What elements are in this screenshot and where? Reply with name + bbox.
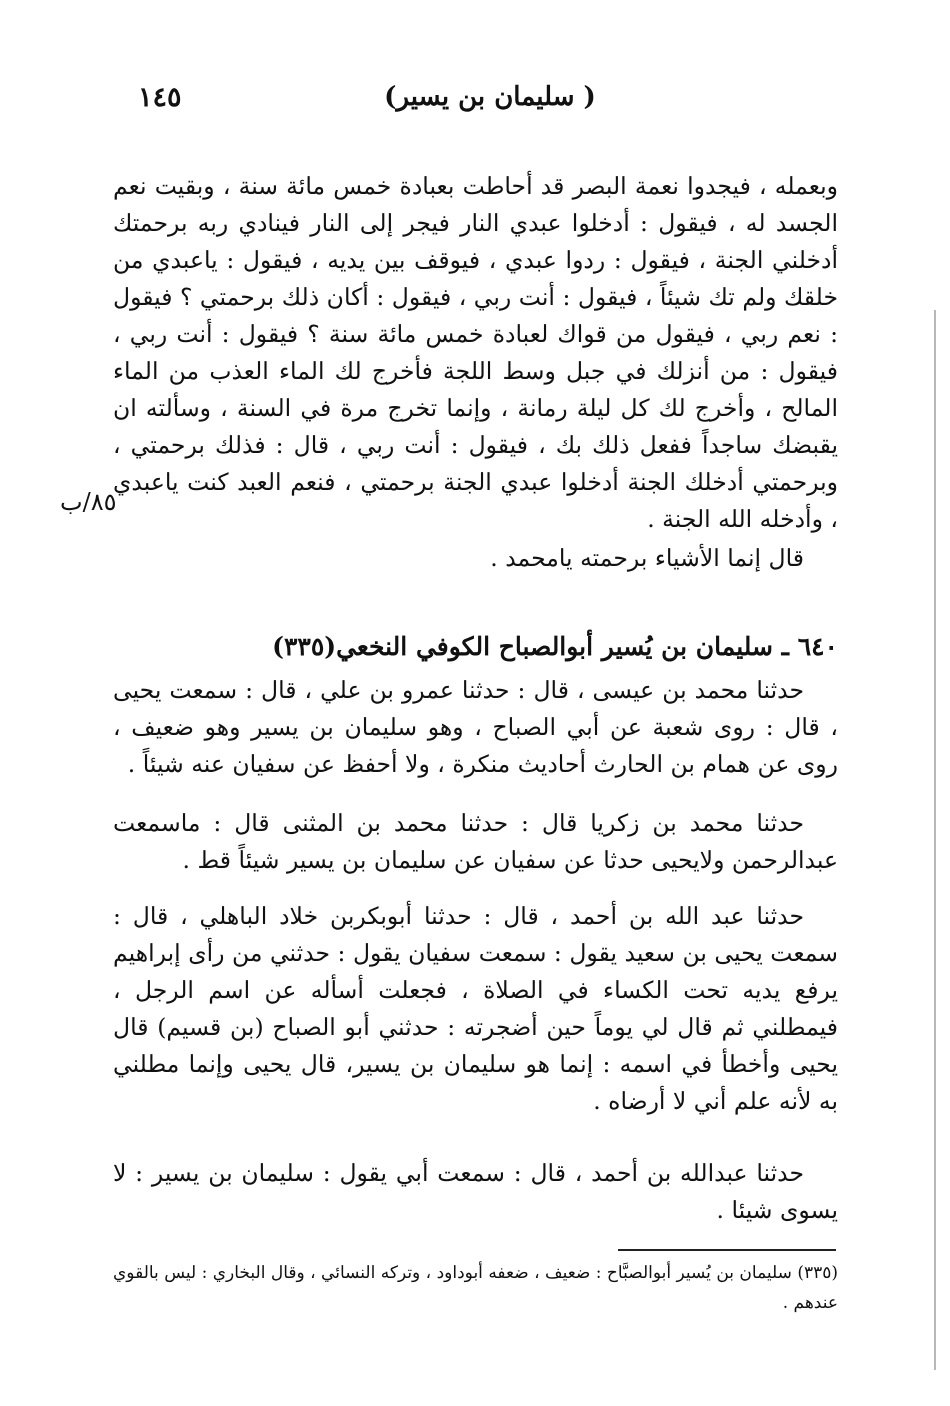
running-title: ( سليمان بن يسير) xyxy=(384,82,596,112)
paragraph-narration-2 xyxy=(113,805,838,879)
page-header xyxy=(130,82,850,122)
paragraph-text: حدثنا عبد الله بن أحمد ، قال : حدثنا أبوبكربن خلاد الباهلي ، قال : سمعت يحيى بن سعيد يقول : سمعت سفيان يقول : حدثني من رأى إبراهيم يرفع يديه تحت الكساء في الصلاة ، فجعلت أسأله عن اسم الرجل ، فيمطلني ثم قال لي يوماً حين أضجرته : حدثني أبو الصباح (بن قسيم) قال يحيى وأخطأ في اسمه : إنما هو سليمان بن يسير، قال يحيى وإنما مطلني به لأنه علم أني لا أرضاه . xyxy=(113,902,838,1115)
paragraph-text: حدثنا محمد بن عيسى ، قال : حدثنا عمرو بن علي ، قال : سمعت يحيى ، قال : روى شعبة عن أبي الصباح ، وهو سليمان بن يسير وهو ضعيف ، روى عن همام بن الحارث أحاديث منكرة ، ولا أحفظ عن سفيان عنه شيئاً . xyxy=(113,676,838,778)
footnote-divider xyxy=(618,1249,836,1251)
paragraph-text: حدثنا محمد بن زكريا قال : حدثنا محمد بن المثنى قال : ماسمعت عبدالرحمن ولايحيى حدثا عن سفيان عن سليمان بن يسير شيئاً قط . xyxy=(113,809,838,874)
scan-edge-line xyxy=(934,310,936,1370)
paragraph-text: وبعمله ، فيجدوا نعمة البصر قد أحاطت بعبادة خمس مائة سنة ، وبقيت نعم الجسد له ، فيقول : أدخلوا عبدي النار فيجر إلى النار فينادي ربه برحمتك أدخلني الجنة ، فيقول : ردوا عبدي ، فيوقف بين يديه ، فيقول : ياعبدي من خلقك ولم تك شيئاً ، فيقول : أنت ربي ، فيقول : أكان ذلك برحمتي ؟ فيقول : نعم ربي ، فيقول من قواك لعبادة خمس مائة سنة ؟ فيقول : أنت ربي ، فيقول : من أنزلك في جبل وسط اللجة فأخرج لك الماء العذب من الماء المالح ، وأخرج لك كل ليلة رمانة ، وإنما تخرج مرة في السنة ، وسألته ان يقبضك ساجداً ففعل ذلك بك ، فيقول : أنت ربي ، قال : فذلك برحمتي ، وبرحمتي أدخلك الجنة أدخلوا عبدي الجنة برحمتي ، فنعم العبد كنت ياعبدي ، وأدخله الله الجنة . xyxy=(113,172,838,533)
footnote xyxy=(113,1258,838,1318)
manuscript-folio-note: ٨٥/ب xyxy=(60,488,117,516)
paragraph-text: قال إنما الأشياء برحمته يامحمد . xyxy=(490,544,804,572)
footnote-text: (٣٣٥) سليمان بن يُسير أبوالصبَّاح : ضعيف ، ضعفه أبوداود ، وتركه النسائي ، وقال البخاري : ليس بالقوي عندهم . xyxy=(113,1263,838,1313)
paragraph-closing xyxy=(113,540,838,577)
paragraph-narration-3 xyxy=(113,898,838,1120)
paragraph-continuation xyxy=(113,168,838,538)
paragraph-narration-1 xyxy=(113,672,838,783)
entry-heading: ٦٤٠ ـ سليمان بن يُسير أبوالصباح الكوفي النخعي(٣٣٥) xyxy=(272,632,838,661)
paragraph-narration-4 xyxy=(113,1155,838,1229)
page-number: ١٤٥ xyxy=(138,82,182,113)
paragraph-text: حدثنا عبدالله بن أحمد ، قال : سمعت أبي يقول : سليمان بن يسير : لا يسوى شيئا . xyxy=(113,1159,838,1224)
